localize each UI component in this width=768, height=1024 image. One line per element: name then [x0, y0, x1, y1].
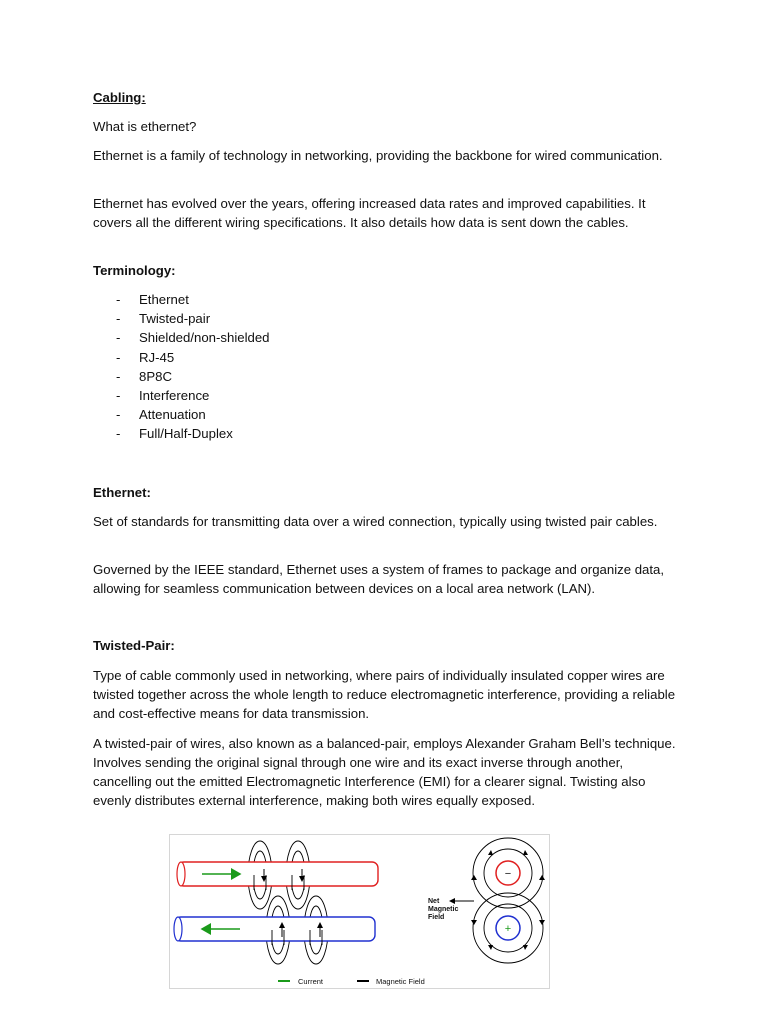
twisted-pair-paragraph-1: Type of cable commonly used in networking, where pairs of individually insulated copper wires are twisted together across the whole length to reduce electromagnetic interference, providing a reliable and cost-effective means for data transmission.	[93, 668, 676, 721]
minus-symbol: −	[504, 868, 512, 880]
terminology-item	[116, 348, 270, 367]
bullet-dash: -	[116, 388, 121, 404]
terminology-item	[116, 424, 270, 443]
terminology-item-label: RJ-45	[139, 349, 175, 365]
bullet-dash: -	[116, 368, 121, 384]
intro-paragraph-1: Ethernet is a family of technology in networking, providing the backbone for wired communication.	[93, 148, 663, 163]
net-field-label-1: Net	[428, 898, 440, 905]
terminology-item	[116, 405, 270, 424]
terminology-item-label: Ethernet	[139, 292, 189, 307]
terminology-item-label: Twisted-pair	[139, 311, 211, 327]
diagram-drawing	[170, 835, 551, 990]
legend-magnetic-field: Magnetic Field	[376, 977, 425, 986]
question-text: What is ethernet?	[93, 119, 197, 134]
legend-current: Current	[298, 977, 324, 986]
terminology-item-label: Shielded/non-shielded	[139, 330, 270, 346]
terminology-list	[116, 290, 270, 444]
plus-symbol: +	[504, 923, 512, 935]
terminology-item-label: Full/Half-Duplex	[139, 426, 233, 442]
terminology-item	[116, 328, 270, 347]
bullet-dash: -	[116, 311, 121, 327]
terminology-item-label: Interference	[139, 388, 210, 404]
bullet-dash: -	[116, 426, 121, 442]
twisted-pair-diagram	[169, 834, 550, 989]
terminology-item	[116, 386, 270, 405]
terminology-item	[116, 309, 270, 328]
diagram-legend	[278, 977, 425, 986]
ethernet-paragraph-1: Set of standards for transmitting data over a wired connection, typically using twisted pair cables.	[93, 514, 658, 529]
section-heading-ethernet: Ethernet:	[93, 485, 151, 500]
terminology-item	[116, 290, 270, 309]
section-heading-cabling: Cabling:	[93, 90, 146, 105]
section-heading-twisted-pair: Twisted-Pair:	[93, 638, 175, 653]
terminology-item-label: Attenuation	[139, 407, 206, 423]
net-field-label-2: Magnetic	[428, 906, 459, 913]
twisted-pair-paragraph-2: A twisted-pair of wires, also known as a balanced-pair, employs Alexander Graham Bell’s technique. Involves sending the original signal through one wire and its exact inverse through another, cancelling out the emitted Electromagnetic Interference (EMI) for a clearer signal. Twisting also evenly distributes external interference, making both wires equally exposed.	[93, 736, 676, 808]
bullet-dash: -	[116, 330, 121, 346]
net-field-label-3: Field	[428, 914, 445, 921]
section-heading-terminology: Terminology:	[93, 263, 176, 278]
ethernet-paragraph-2: Governed by the IEEE standard, Ethernet uses a system of frames to package and organize data, allowing for seamless communication between devices on a local area network (LAN).	[93, 562, 665, 596]
terminology-item-label: 8P8C	[139, 368, 172, 384]
bullet-dash: -	[116, 292, 121, 307]
bullet-dash: -	[116, 407, 121, 423]
bullet-dash: -	[116, 349, 121, 365]
terminology-item	[116, 367, 270, 386]
intro-paragraph-2: Ethernet has evolved over the years, offering increased data rates and improved capabilities. It covers all the different wiring specifications. It also details how data is sent down the cables.	[93, 196, 646, 230]
